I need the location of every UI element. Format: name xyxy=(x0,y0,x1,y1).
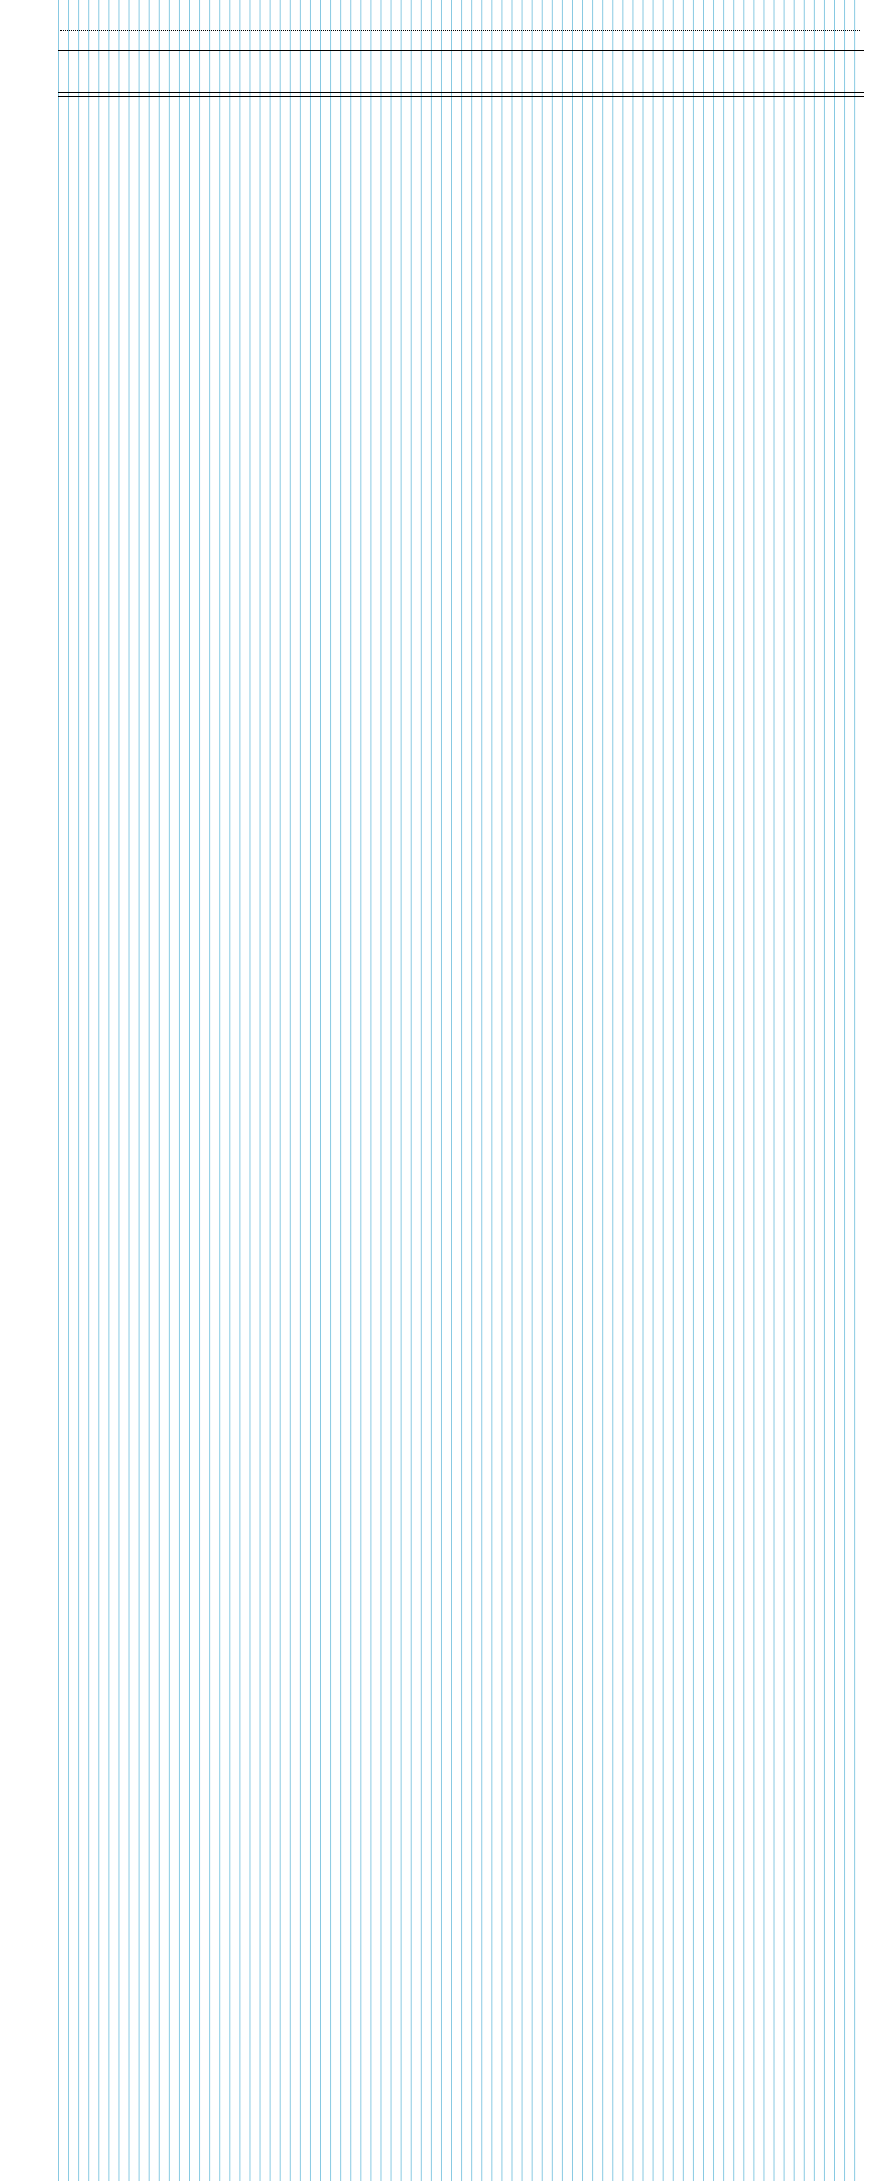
cytoband-bar-bottom xyxy=(58,96,864,97)
cytoband-bar-top xyxy=(58,92,864,93)
ruler-separator xyxy=(58,50,864,51)
grid-lines xyxy=(58,0,864,2181)
coordinate-arrow xyxy=(60,30,860,32)
